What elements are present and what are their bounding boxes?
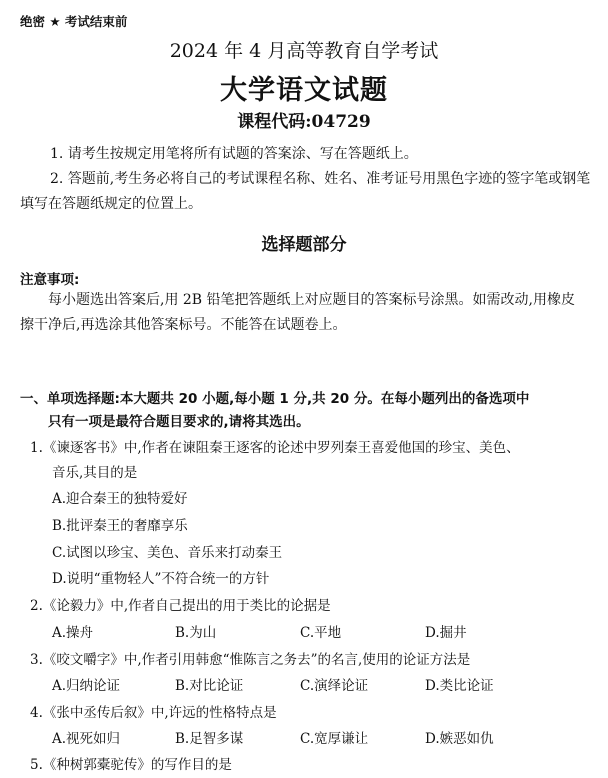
question-4-option-a: A.视死如归 (52, 731, 121, 747)
part1-heading-line1: 一、单项选择题:本大题共 20 小题,每小题 1 分,共 20 分。在每小题列出的备选项中 (20, 391, 530, 407)
question-1-option-d: D.说明“重物轻人”不符合统一的方针 (52, 571, 270, 587)
notice-title: 注意事项: (20, 272, 80, 288)
subject-title: 大学语文试题 (220, 75, 388, 106)
question-3-option-a: A.归纳论证 (52, 678, 121, 694)
question-3-option-d: D.类比论证 (425, 678, 494, 694)
question-1-option-c: C.试图以珍宝、美色、音乐来打动秦王 (52, 545, 283, 561)
secret-mark: 绝密 ★ 考试结束前 (20, 14, 128, 29)
question-3-stem: 3.《咬文嚼字》中,作者引用韩愈“惟陈言之务去”的名言,使用的论证方法是 (30, 652, 471, 668)
instruction-2-line2: 填写在答题纸规定的位置上。 (20, 196, 202, 212)
notice-line1: 每小题选出答案后,用 2B 铅笔把答题纸上对应题目的答案标号涂黑。如需改动,用橡皮 (48, 292, 575, 308)
notice-line2: 擦干净后,再选涂其他答案标号。不能答在试题卷上。 (20, 317, 347, 333)
question-4-option-b: B.足智多谋 (175, 731, 244, 747)
question-4-option-c: C.宽厚谦让 (300, 731, 369, 747)
instruction-2-line1: 2. 答题前,考生务必将自己的考试课程名称、姓名、准考证号用黑色字迹的签字笔或钢笔 (50, 171, 591, 187)
question-4-option-d: D.嫉恶如仇 (425, 731, 494, 747)
instruction-1: 1. 请考生按规定用笔将所有试题的答案涂、写在答题纸上。 (50, 146, 418, 162)
question-1-option-a: A.迎合秦王的独特爱好 (52, 491, 188, 507)
question-2-option-a: A.操舟 (52, 625, 94, 641)
question-3-option-b: B.对比论证 (175, 678, 244, 694)
question-2-stem: 2.《论毅力》中,作者自己提出的用于类比的论据是 (30, 598, 331, 614)
question-1-stem-line2: 音乐,其目的是 (52, 465, 138, 481)
section-title: 选择题部分 (261, 235, 347, 255)
question-2-option-d: D.掘井 (425, 625, 467, 641)
question-4-stem: 4.《张中丞传后叙》中,许远的性格特点是 (30, 705, 277, 721)
course-code: 课程代码:04729 (237, 112, 371, 132)
question-2-option-c: C.平地 (300, 625, 342, 641)
question-1-stem-line1: 1.《谏逐客书》中,作者在谏阻秦王逐客的论述中罗列秦王喜爱他国的珍宝、美色、 (30, 440, 520, 456)
part1-heading-line2: 只有一项是最符合题目要求的,请将其选出。 (48, 414, 310, 430)
exam-title: 2024 年 4 月高等教育自学考试 (169, 40, 439, 62)
question-3-option-c: C.演绎论证 (300, 678, 369, 694)
question-2-option-b: B.为山 (175, 625, 217, 641)
question-5-stem: 5.《种树郭橐驼传》的写作目的是 (30, 757, 232, 773)
question-1-option-b: B.批评秦王的奢靡享乐 (52, 518, 188, 534)
